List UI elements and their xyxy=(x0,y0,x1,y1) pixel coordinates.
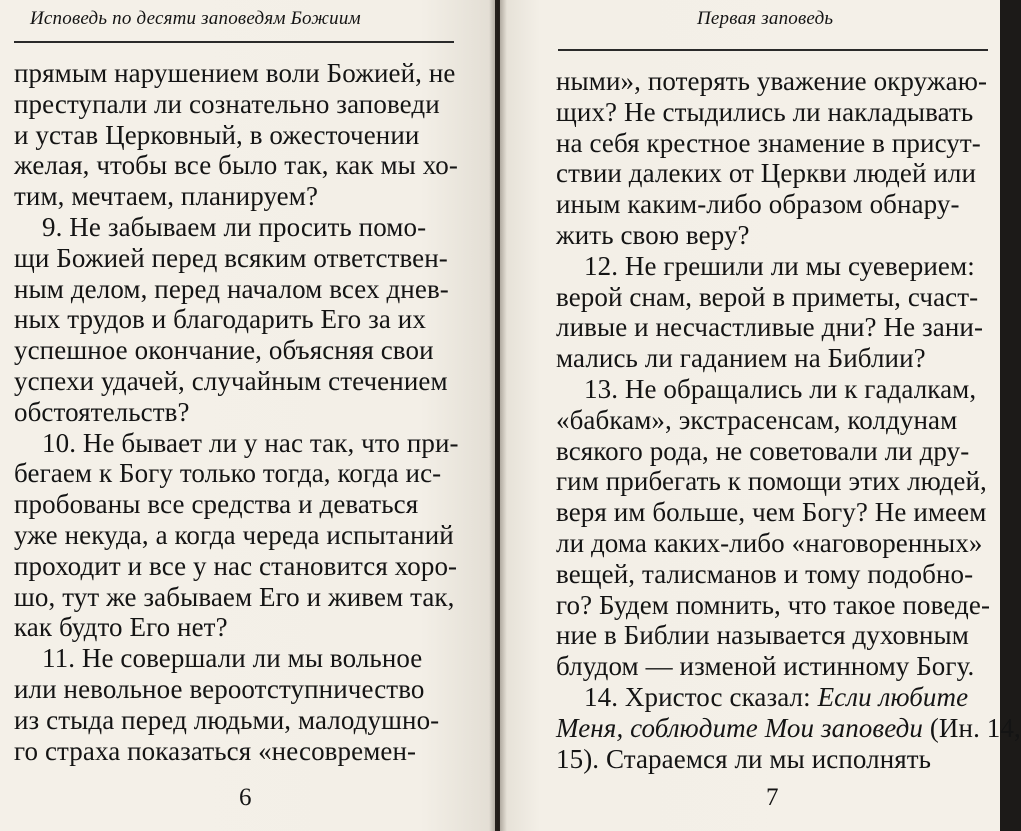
text-run: 14. Христос сказал: xyxy=(584,681,818,712)
text-line: «бабкам», экстрасенсам, колдунам xyxy=(556,404,958,435)
right-body-text xyxy=(556,66,1021,774)
text-line: мались ли гаданием на Библии? xyxy=(556,343,926,374)
text-line: вещей, талисманов и тому подобно- xyxy=(556,558,974,589)
text-line: щи Божией перед всяким ответствен- xyxy=(14,242,448,273)
right-page xyxy=(500,0,1021,831)
text-line: ствии далеких от Церкви людей или xyxy=(556,158,977,189)
italic-quote: Если любите xyxy=(817,681,969,712)
text-line: или невольное вероотступничество xyxy=(14,673,425,704)
right-running-head: Первая заповедь xyxy=(697,8,834,29)
right-page-number: 7 xyxy=(766,784,779,811)
right-header-rule xyxy=(558,49,988,51)
paragraph-start-line: 12. Не грешили ли мы суеверием: xyxy=(584,250,975,281)
text-line: 15). Стараемся ли мы исполнять xyxy=(556,743,932,774)
text-line: тим, мечтаем, планируем? xyxy=(14,181,319,212)
text-line: ливые и несчастливые дни? Не зани- xyxy=(556,312,984,343)
text-line: жить свою веру? xyxy=(556,219,750,250)
text-line: уже некуда, а когда череда испытаний xyxy=(14,519,454,550)
text-line: из стыда перед людьми, малодушно- xyxy=(14,704,440,735)
paragraph-start-line xyxy=(556,682,1021,713)
text-line: успехи удачей, случайным стечением xyxy=(14,365,448,396)
paragraph-start-line: 11. Не совершали ли мы вольное xyxy=(42,643,423,674)
italic-quote: Меня, соблюдите Мои заповеди xyxy=(556,712,923,743)
left-page-number: 6 xyxy=(239,784,252,811)
text-line: бегаем к Богу только тогда, когда ис- xyxy=(14,458,442,489)
left-page xyxy=(0,0,495,831)
text-line: успешное окончание, объясняя свои xyxy=(14,335,434,366)
scripture-reference: (Ин. 14, xyxy=(922,712,1021,743)
text-line: го страха показаться «несовремен- xyxy=(14,735,417,766)
text-line: ли дома каких-либо «наговоренных» xyxy=(556,527,983,558)
text-line: прямым нарушением воли Божией, не xyxy=(14,58,456,88)
text-line: желая, чтобы все было так, как мы хо- xyxy=(14,150,458,181)
text-line: как будто Его нет? xyxy=(14,612,228,643)
text-line: ными», потерять уважение окружаю- xyxy=(556,66,988,96)
left-body-text xyxy=(14,58,459,766)
text-line: ние в Библии называется духовным xyxy=(556,620,969,651)
text-line: верой снам, верой в приметы, счаст- xyxy=(556,281,979,312)
text-line: шо, тут же забываем Его и живем так, xyxy=(14,581,455,612)
paragraph-start-line: 10. Не бывает ли у нас так, что при- xyxy=(42,427,459,458)
text-line: всякого рода, не советовали ли дру- xyxy=(556,435,970,466)
text-line: блудом — изменой истинному Богу. xyxy=(556,651,975,682)
text-line: на себя крестное знамение в присут- xyxy=(556,127,981,158)
text-line: ным делом, перед началом всех днев- xyxy=(14,273,449,304)
text-line: обстоятельств? xyxy=(14,396,190,427)
text-line: гим прибегать к помощи этих людей, xyxy=(556,466,987,497)
left-header-rule xyxy=(14,41,454,43)
text-line: и устав Церковный, в ожесточении xyxy=(14,119,420,150)
text-line xyxy=(556,713,1021,744)
text-line: проходит и все у нас становится хоро- xyxy=(14,550,458,581)
paragraph-start-line: 13. Не обращались ли к гадалкам, xyxy=(584,373,977,404)
text-line: преступали ли сознательно заповеди xyxy=(14,88,440,119)
paragraph-start-line: 9. Не забываем ли просить помо- xyxy=(42,211,427,242)
text-line: пробованы все средства и деваться xyxy=(14,489,419,520)
left-running-head: Исповедь по десяти заповедям Божиим xyxy=(30,8,361,29)
text-line: го? Будем помнить, что такое поведе- xyxy=(556,589,991,620)
text-line: иным каким-либо образом обнару- xyxy=(556,189,960,220)
text-line: веря им больше, чем Богу? Не имеем xyxy=(556,497,987,528)
text-line: щих? Не стыдились ли накладывать xyxy=(556,96,974,127)
text-line: ных трудов и благодарить Его за их xyxy=(14,304,426,335)
